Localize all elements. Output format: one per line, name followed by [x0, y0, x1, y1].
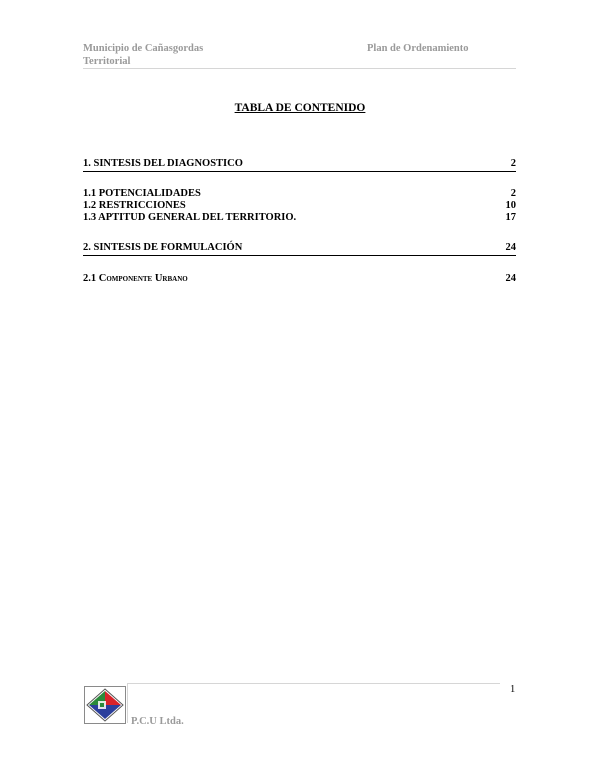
- footer-divider: [127, 683, 128, 723]
- toc-entry-page: 10: [505, 200, 516, 211]
- toc-entry-label: 1.2 RESTRICCIONES: [83, 200, 186, 211]
- toc-entry-page: 2: [510, 158, 516, 169]
- toc-entry-2-1[interactable]: [83, 273, 516, 285]
- toc-entry-label: 1. SINTESIS DEL DIAGNOSTICO: [83, 158, 243, 169]
- toc-entry-1[interactable]: [83, 158, 516, 172]
- header-left-text: Municipio de Cañasgordas Territorial: [83, 43, 204, 67]
- toc-entry-1-3[interactable]: [83, 212, 516, 224]
- toc-entry-label: 1.3 APTITUD GENERAL DEL TERRITORIO.: [83, 212, 297, 223]
- toc-entry-page: 2: [510, 188, 516, 199]
- page-number: 1: [510, 684, 516, 695]
- toc-entry-page: 24: [505, 242, 516, 253]
- toc-entry-label: 1.1 POTENCIALIDADES: [83, 188, 201, 199]
- toc-entry-page: 17: [505, 212, 516, 223]
- toc-entry-1-1[interactable]: [83, 188, 516, 200]
- page-header: [83, 42, 516, 69]
- company-name: P.C.U Ltda.: [131, 716, 184, 727]
- header-right-text: Plan de Ordenamiento: [367, 43, 469, 54]
- toc-entry-1-2[interactable]: [83, 200, 516, 212]
- toc-entry-2[interactable]: [83, 242, 516, 256]
- toc-entry-page: 24: [505, 273, 516, 284]
- footer-rule: [128, 683, 500, 684]
- toc-entry-label: 2. SINTESIS DE FORMULACIÓN: [83, 242, 243, 253]
- toc-title: TABLA DE CONTENIDO: [234, 102, 366, 114]
- toc-entry-label: 2.1 Componente Urbano: [83, 273, 188, 284]
- pcu-logo-icon: [84, 686, 126, 724]
